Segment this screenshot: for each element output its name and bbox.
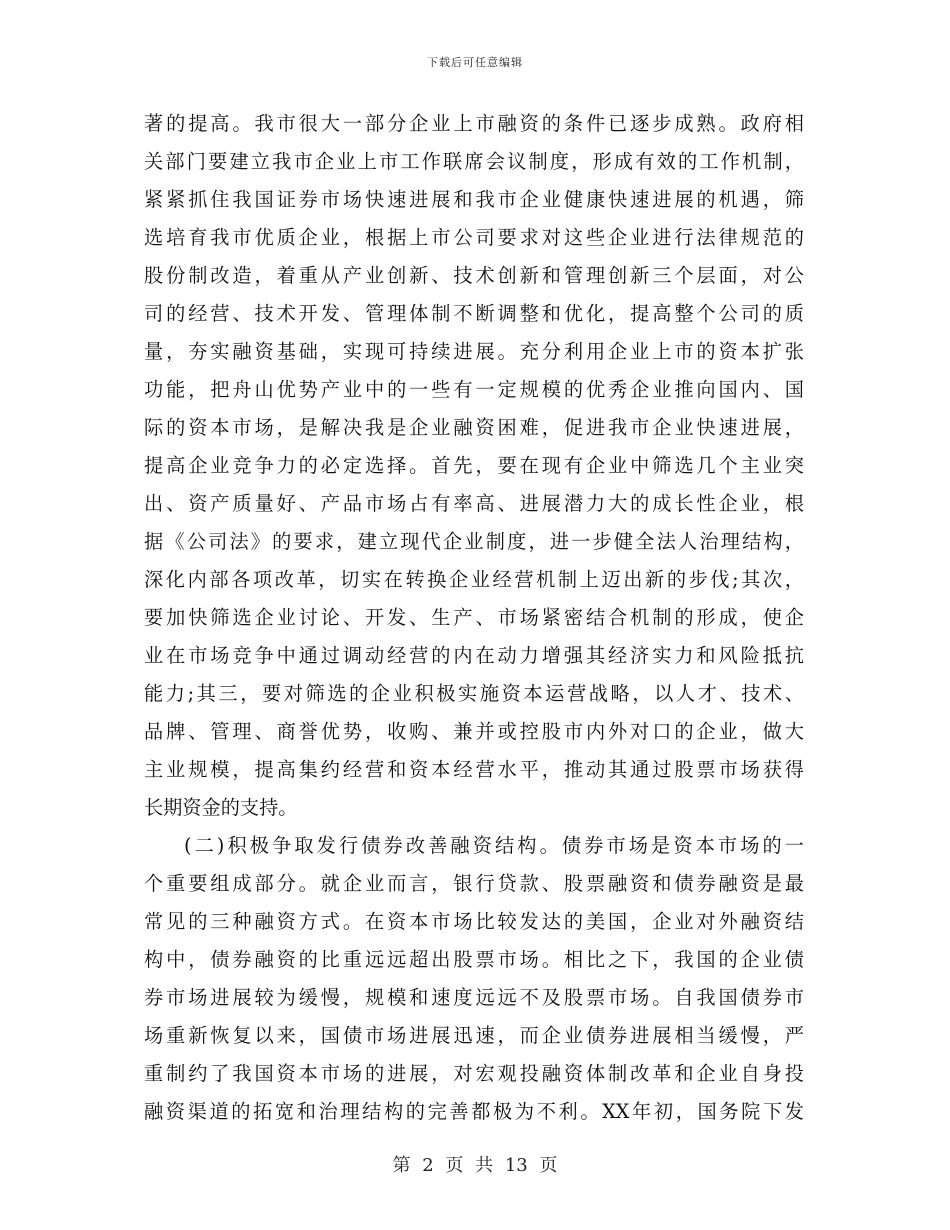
text-line: 量，夯实融资基础，实现可持续进展。充分利用企业上市的资本扩张 bbox=[144, 340, 804, 363]
text-line: 重制约了我国资本市场的进展，对宏观投融资体制改革和企业自身投 bbox=[144, 1062, 804, 1085]
text-line: 融资渠道的拓宽和治理结构的完善都极为不利。XX年初，国务院下发 bbox=[144, 1100, 804, 1123]
text-line: 据《公司法》的要求，建立现代企业制度，进一步健全法人治理结构， bbox=[144, 530, 804, 553]
text-line: 著的提高。我市很大一部分企业上市融资的条件已逐步成熟。政府相 bbox=[144, 112, 804, 135]
text-line: 提高企业竞争力的必定选择。首先，要在现有企业中筛选几个主业突 bbox=[144, 454, 804, 477]
text-line: 常见的三种融资方式。在资本市场比较发达的美国，企业对外融资结 bbox=[144, 910, 804, 933]
text-line: 品牌、管理、商誉优势，收购、兼并或控股市内外对口的企业，做大 bbox=[144, 720, 804, 743]
text-line: 长期资金的支持。 bbox=[144, 796, 298, 819]
text-line: 关部门要建立我市企业上市工作联席会议制度，形成有效的工作机制， bbox=[144, 150, 804, 173]
text-line: 选培育我市优质企业，根据上市公司要求对这些企业进行法律规范的 bbox=[144, 226, 804, 249]
text-line: 股份制改造，着重从产业创新、技术创新和管理创新三个层面，对公 bbox=[144, 264, 804, 287]
text-line: 券市场进展较为缓慢，规模和速度远远不及股票市场。自我国债券市 bbox=[144, 986, 804, 1009]
text-line: 际的资本市场，是解决我是企业融资困难，促进我市企业快速进展， bbox=[144, 416, 804, 439]
text-line: 功能，把舟山优势产业中的一些有一定规模的优秀企业推向国内、国 bbox=[144, 378, 804, 401]
text-line: (二)积极争取发行债券改善融资结构。债券市场是资本市场的一 bbox=[184, 834, 804, 857]
text-line: 主业规模，提高集约经营和资本经营水平，推动其通过股票市场获得 bbox=[144, 758, 804, 781]
text-line: 要加快筛选企业讨论、开发、生产、市场紧密结合机制的形成，使企 bbox=[144, 606, 804, 629]
text-line: 业在市场竞争中通过调动经营的内在动力增强其经济实力和风险抵抗 bbox=[144, 644, 804, 667]
text-line: 紧紧抓住我国证券市场快速进展和我市企业健康快速进展的机遇，筛 bbox=[144, 188, 804, 211]
body-text bbox=[144, 109, 804, 1135]
text-line: 出、资产质量好、产品市场占有率高、进展潜力大的成长性企业，根 bbox=[144, 492, 804, 515]
text-line: 个重要组成部分。就企业而言，银行贷款、股票融资和债券融资是最 bbox=[144, 872, 804, 895]
text-line: 构中，债券融资的比重远远超出股票市场。相比之下，我国的企业债 bbox=[144, 948, 804, 971]
page-header: 下载后可任意编辑 bbox=[427, 56, 523, 69]
page-number-footer: 第 2 页 共 13 页 bbox=[392, 1155, 558, 1176]
text-line: 司的经营、技术开发、管理体制不断调整和优化，提高整个公司的质 bbox=[144, 302, 804, 325]
text-line: 深化内部各项改革，切实在转换企业经营机制上迈出新的步伐;其次， bbox=[144, 568, 804, 591]
text-line: 场重新恢复以来，国债市场进展迅速，而企业债券进展相当缓慢，严 bbox=[144, 1024, 804, 1047]
text-line: 能力;其三，要对筛选的企业积极实施资本运营战略，以人才、技术、 bbox=[144, 682, 804, 705]
